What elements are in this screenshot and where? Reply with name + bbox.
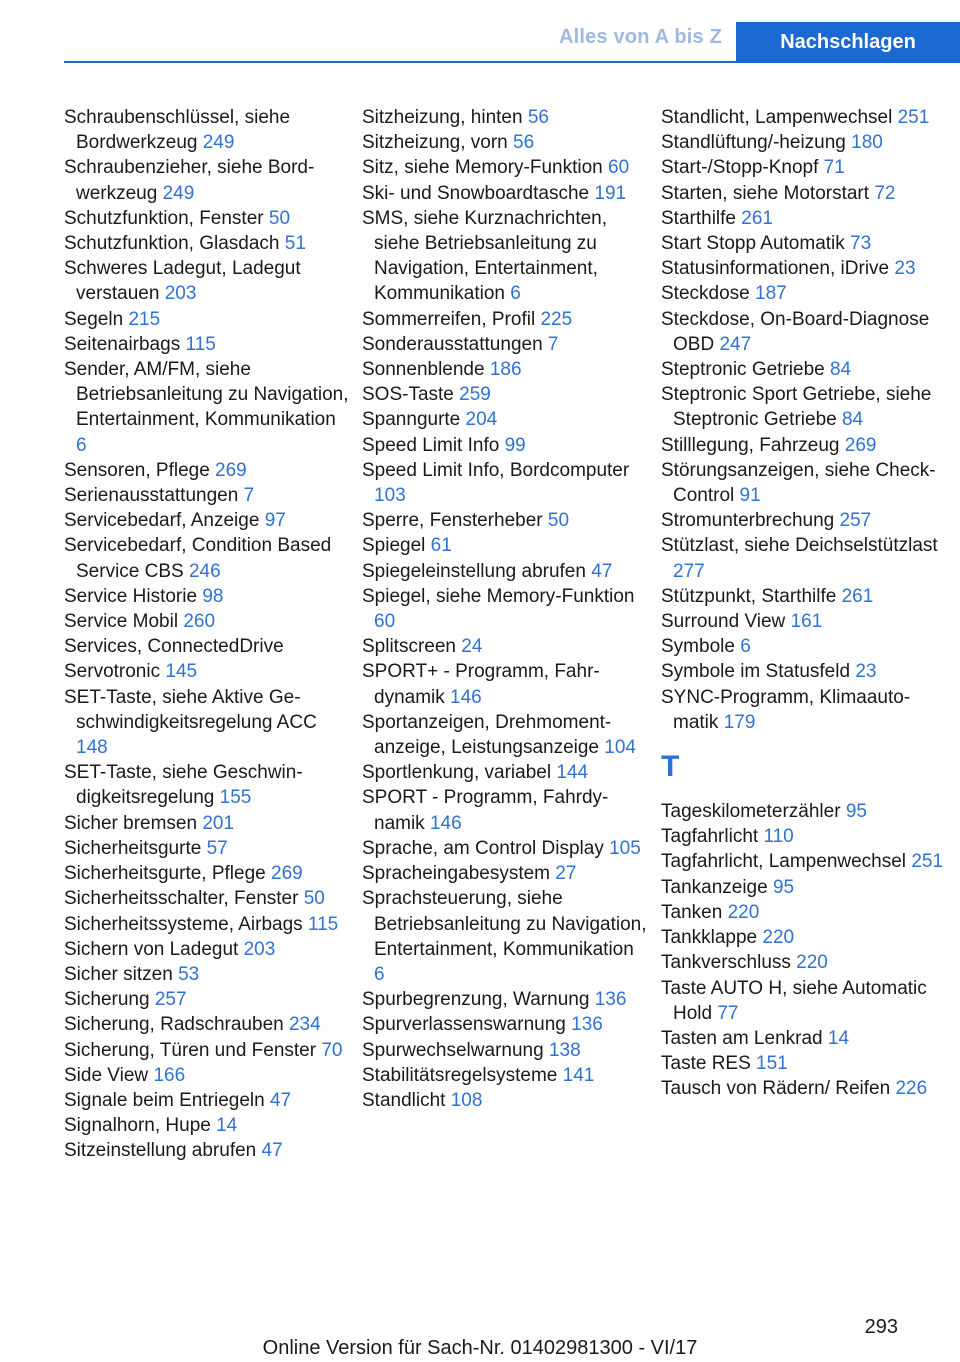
entry-term: Sonnenblende <box>362 359 485 381</box>
index-entry <box>64 155 349 205</box>
page-link[interactable]: 23 <box>855 661 877 683</box>
index-entry <box>64 533 349 583</box>
page-link[interactable]: 50 <box>268 207 291 229</box>
entry-term: Schutzfunktion, Fenster <box>64 207 264 229</box>
index-entry <box>64 962 349 987</box>
index-entry <box>64 886 349 911</box>
page-link[interactable]: 60 <box>608 157 630 179</box>
index-entry <box>362 861 647 886</box>
index-entry <box>64 584 349 609</box>
page-link[interactable]: 277 <box>673 560 705 582</box>
entry-term: Steptronic Sport Getriebe, siehe Steptronic Getriebe <box>661 384 932 431</box>
index-entry <box>661 357 946 382</box>
entry-term: Side View <box>64 1064 149 1086</box>
page-link[interactable]: 56 <box>513 132 535 154</box>
index-entry <box>661 1076 946 1101</box>
page-link[interactable]: 261 <box>841 585 874 607</box>
entry-term: Tagfahrlicht, Lampenwechsel <box>661 851 907 873</box>
page-link[interactable]: 110 <box>763 826 794 848</box>
page-link[interactable]: 146 <box>429 812 462 834</box>
index-entry <box>362 332 647 357</box>
index-entry <box>362 886 647 987</box>
entry-term: Steckdose, On-Board-Diagnose OBD <box>661 308 930 355</box>
index-entry <box>64 206 349 231</box>
index-entry <box>661 206 946 231</box>
index-entry <box>362 760 647 785</box>
entry-term: Spurverlassenswarnung <box>362 1014 566 1036</box>
index-entry <box>362 1038 647 1063</box>
index-entry <box>661 875 946 900</box>
entry-term: Spiegel <box>362 535 426 557</box>
page-link[interactable]: 180 <box>851 132 883 154</box>
entry-term: Stabilitätsregelsysteme <box>362 1064 558 1086</box>
entry-term: Stützlast, siehe Deichselstützlast <box>661 535 938 557</box>
index-entry <box>661 155 946 180</box>
page-link[interactable]: 60 <box>374 611 396 633</box>
index-entry <box>661 105 946 130</box>
page-link[interactable]: 138 <box>548 1039 581 1061</box>
entry-term: Tasten am Lenkrad <box>661 1027 823 1049</box>
entry-term: SMS, siehe Kurznachrichten, siehe Betriebsanleitung zu Navigation, Entertainment, Kommunikation <box>362 207 608 305</box>
page-link[interactable]: 141 <box>562 1064 595 1086</box>
page-link[interactable]: 51 <box>284 233 306 255</box>
index-entry <box>64 760 349 810</box>
entry-term: Tankanzeige <box>661 876 768 898</box>
index-entry <box>661 1051 946 1076</box>
entry-term: SET-Taste, siehe Aktive Geschwindigkeitsregelung ACC <box>64 686 317 733</box>
entry-term: SPORT+ - Programm, Fahrdynamik <box>362 661 600 708</box>
index-entry <box>64 912 349 937</box>
page-link[interactable]: 70 <box>321 1039 343 1061</box>
index-column-2 <box>362 105 647 1113</box>
index-entry <box>362 155 647 180</box>
page-link[interactable]: 257 <box>839 510 872 532</box>
entry-term: Serienausstattungen <box>64 485 239 507</box>
page-link[interactable]: 220 <box>762 927 795 949</box>
entry-term: Taste AUTO H, siehe Automatic Hold <box>661 977 927 1024</box>
page-link[interactable]: 249 <box>202 132 235 154</box>
page-link[interactable]: 257 <box>154 989 187 1011</box>
index-entry <box>661 799 946 824</box>
page-link[interactable]: 204 <box>465 409 498 431</box>
page-link[interactable]: 23 <box>894 258 916 280</box>
index-entry <box>362 357 647 382</box>
page-link[interactable]: 97 <box>264 510 286 532</box>
page-link[interactable]: 151 <box>756 1053 788 1075</box>
entry-term: Seitenairbags <box>64 333 181 355</box>
entry-term: Splitscreen <box>362 636 456 658</box>
index-entry <box>661 950 946 975</box>
index-entry <box>362 836 647 861</box>
page-link[interactable]: 187 <box>755 283 787 305</box>
index-entry <box>661 634 946 659</box>
entry-term: Tankklappe <box>661 927 758 949</box>
page-link[interactable]: 234 <box>288 1014 321 1036</box>
page-link[interactable]: 6 <box>76 434 87 456</box>
page-link[interactable]: 186 <box>489 359 522 381</box>
page-link[interactable]: 144 <box>556 762 589 784</box>
entry-term: Standlüftung/-heizung <box>661 132 846 154</box>
page-link[interactable]: 148 <box>76 737 108 759</box>
entry-term: Symbole im Statusfeld <box>661 661 851 683</box>
entry-term: Service Mobil <box>64 611 179 633</box>
page-link[interactable]: 24 <box>461 636 483 658</box>
index-entry <box>362 710 647 760</box>
entry-term: Sprache, am Control Display <box>362 837 604 859</box>
page-link[interactable]: 191 <box>594 182 627 204</box>
entry-term: Sicherung, Radschrauben <box>64 1014 284 1036</box>
entry-term: SYNC-Programm, Klimaautomatik <box>661 686 911 733</box>
page-link[interactable]: 115 <box>307 913 339 935</box>
index-entry <box>661 458 946 508</box>
page-link[interactable]: 98 <box>202 585 224 607</box>
index-entry <box>661 1026 946 1051</box>
page-link[interactable]: 179 <box>723 711 756 733</box>
section-title: Alles von A bis Z <box>558 26 722 48</box>
entry-term: Sportanzeigen, Drehmomentanzeige, Leistungsanzeige <box>362 711 612 759</box>
page-link[interactable]: 215 <box>128 308 161 330</box>
page-link[interactable]: 72 <box>874 182 896 204</box>
entry-term: Sicherheitssysteme, Airbags <box>64 913 303 935</box>
entry-term: Sitzheizung, hinten <box>362 107 523 128</box>
page-link[interactable]: 53 <box>178 963 200 985</box>
index-entry <box>362 382 647 407</box>
index-entry <box>362 105 647 130</box>
page-link[interactable]: 145 <box>165 661 198 683</box>
footer-text: Online Version für Sach-Nr. 01402981300 - VI/17 <box>262 1337 698 1359</box>
page-link[interactable]: 246 <box>188 560 221 582</box>
entry-term: Steckdose <box>661 283 750 305</box>
page-link[interactable]: 7 <box>547 333 559 355</box>
index-entry <box>64 1088 349 1113</box>
index-entry <box>661 584 946 609</box>
entry-term: Speed Limit Info, Bordcomputer <box>362 459 630 481</box>
entry-term: Tankverschluss <box>661 952 791 974</box>
page-link[interactable]: 146 <box>450 686 482 708</box>
entry-term: Sperre, Fensterheber <box>362 510 543 532</box>
page-link[interactable]: 269 <box>271 863 303 885</box>
page-link[interactable]: 136 <box>571 1014 603 1036</box>
page-link[interactable]: 166 <box>153 1064 186 1086</box>
entry-term: Steptronic Getriebe <box>661 359 825 381</box>
section-letter: T <box>661 750 680 784</box>
index-entry <box>362 1063 647 1088</box>
index-entry <box>661 130 946 155</box>
entry-term: Sender, AM/FM, siehe Betriebsanleitung zu Navigation, Entertainment, Kommunikation <box>64 359 349 431</box>
entry-term: Sitzeinstellung abrufen <box>64 1140 257 1162</box>
page-link[interactable]: 6 <box>374 963 385 985</box>
page-link[interactable]: 14 <box>216 1115 238 1137</box>
s-entries <box>661 105 946 735</box>
entry-term: Schraubenschlüssel, siehe Bordwerkzeug <box>64 107 291 154</box>
page-link[interactable]: 108 <box>450 1089 483 1111</box>
index-entry <box>64 256 349 306</box>
entry-term: Tagfahrlicht <box>661 826 759 848</box>
page-link[interactable]: 201 <box>202 812 235 834</box>
entry-term: Sportlenkung, variabel <box>362 762 552 784</box>
index-entry <box>661 382 946 432</box>
page-link[interactable]: 203 <box>243 938 276 960</box>
index-entry <box>64 1063 349 1088</box>
page-link[interactable]: 14 <box>827 1027 850 1049</box>
entry-term: Sicherheitsgurte, Pflege <box>64 863 266 885</box>
entry-term: Start Stopp Automatik <box>661 233 845 255</box>
page-link[interactable]: 203 <box>164 283 197 305</box>
entry-term: Surround View <box>661 611 786 633</box>
page-link[interactable]: 155 <box>219 787 252 809</box>
t-entries <box>661 799 946 1101</box>
index-entry <box>362 659 647 709</box>
index-entry <box>64 1012 349 1037</box>
entry-term: Sonderausstattungen <box>362 333 543 355</box>
index-entry <box>661 508 946 533</box>
entry-term: Sitzheizung, vorn <box>362 132 508 154</box>
index-entry <box>661 281 946 306</box>
page-link[interactable]: 103 <box>374 485 406 507</box>
entry-term: Sicherheitsschalter, Fenster <box>64 888 299 910</box>
entry-term: Stromunterbrechung <box>661 510 835 532</box>
index-entry <box>362 1012 647 1037</box>
page-link[interactable]: 84 <box>841 409 864 431</box>
index-entry <box>661 900 946 925</box>
entry-term: Sicherung <box>64 989 150 1011</box>
index-entry <box>362 584 647 634</box>
index-entry <box>661 925 946 950</box>
index-entry <box>362 785 647 835</box>
index-entry <box>661 609 946 634</box>
page-link[interactable]: 47 <box>591 560 613 582</box>
index-entry <box>362 533 647 558</box>
entry-term: Schraubenzieher, siehe Bordwerkzeug <box>64 157 315 204</box>
page-link[interactable]: 104 <box>604 737 636 759</box>
entry-term: Starten, siehe Motorstart <box>661 182 870 204</box>
entry-term: Starthilfe <box>661 207 736 229</box>
page-link[interactable]: 247 <box>719 333 752 355</box>
index-entry <box>64 1113 349 1138</box>
index-entry <box>64 357 349 458</box>
entry-term: Spanngurte <box>362 409 461 431</box>
index-entry <box>362 458 647 508</box>
index-entry <box>362 433 647 458</box>
index-entry <box>362 559 647 584</box>
page-link[interactable]: 115 <box>185 333 216 355</box>
entry-term: Signale beim Entriegeln <box>64 1089 265 1111</box>
entry-term: Tanken <box>661 901 723 923</box>
page-link[interactable]: 226 <box>895 1078 928 1100</box>
page-link[interactable]: 260 <box>183 611 216 633</box>
index-entry <box>362 307 647 332</box>
entry-term: Schutzfunktion, Glasdach <box>64 233 280 255</box>
entry-term: Sichern von Ladegut <box>64 938 239 960</box>
entry-term: Schweres Ladegut, Ladegut verstauen <box>64 258 301 305</box>
page-link[interactable]: 269 <box>215 459 247 481</box>
index-entry <box>661 849 946 874</box>
entry-term: SET-Taste, siehe Geschwindigkeitsregelung <box>64 762 303 809</box>
index-entry <box>661 824 946 849</box>
page-link[interactable]: 7 <box>243 485 255 507</box>
index-entry <box>64 332 349 357</box>
entry-term: Sicher bremsen <box>64 812 198 834</box>
page-link[interactable]: 269 <box>844 434 877 456</box>
entry-term: Servicebedarf, Anzeige <box>64 510 260 532</box>
entry-term: Spurwechselwarnung <box>362 1039 544 1061</box>
entry-term: Statusinformationen, iDrive <box>661 258 890 280</box>
page-link[interactable]: 105 <box>609 837 641 859</box>
page-link[interactable]: 259 <box>459 384 491 406</box>
index-entry <box>661 433 946 458</box>
page-link[interactable]: 47 <box>269 1089 292 1111</box>
page-link[interactable]: 220 <box>796 952 828 974</box>
page-link[interactable]: 95 <box>845 801 867 823</box>
entry-term: Segeln <box>64 308 124 330</box>
page-link[interactable]: 136 <box>594 989 627 1011</box>
index-entry <box>64 811 349 836</box>
index-entry <box>64 634 349 659</box>
index-entry <box>64 483 349 508</box>
entry-term: Ski- und Snowboardtasche <box>362 182 590 204</box>
page-link[interactable]: 57 <box>206 837 228 859</box>
index-entry <box>362 130 647 155</box>
page-link[interactable]: 91 <box>739 485 761 507</box>
index-entry <box>64 987 349 1012</box>
index-entry <box>64 937 349 962</box>
entry-term: Stützpunkt, Starthilfe <box>661 585 837 607</box>
page-link[interactable]: 56 <box>527 107 549 128</box>
entry-term: Sitz, siehe Memory-Funktion <box>362 157 603 179</box>
page-link[interactable]: 50 <box>547 510 570 532</box>
entry-term: Spiegeleinstellung abrufen <box>362 560 586 582</box>
index-entry <box>661 685 946 735</box>
index-entry <box>661 976 946 1026</box>
entry-term: Symbole <box>661 636 735 658</box>
index-entry <box>64 1038 349 1063</box>
index-entry <box>64 609 349 634</box>
page-link[interactable]: 251 <box>911 851 944 873</box>
page-link[interactable]: 47 <box>261 1140 283 1162</box>
entry-term: Start-/Stopp-Knopf <box>661 157 819 179</box>
entry-term: Servicebedarf, Condition Based Service CBS <box>64 535 332 582</box>
entry-term: Spiegel, siehe Memory-Funktion <box>362 585 635 607</box>
entry-term: Sprachsteuerung, siehe Betriebsanleitung zu Navigation, Entertainment, Kommunikation <box>362 888 647 960</box>
page-link[interactable]: 220 <box>727 901 760 923</box>
index-entry <box>362 407 647 432</box>
entry-term: Standlicht, Lampenwechsel <box>661 107 893 128</box>
index-entry <box>64 861 349 886</box>
page-link[interactable]: 251 <box>897 107 930 128</box>
entry-term: Sicherung, Türen und Fenster <box>64 1039 317 1061</box>
page-link[interactable]: 249 <box>162 182 195 204</box>
page-link[interactable]: 95 <box>772 876 795 898</box>
entry-term: Taste RES <box>661 1053 751 1075</box>
index-column-1 <box>64 105 349 1164</box>
entry-term: Sommerreifen, Profil <box>362 308 536 330</box>
page-link[interactable]: 27 <box>555 863 577 885</box>
index-entry <box>64 105 349 155</box>
page-link[interactable]: 61 <box>430 535 452 557</box>
index-entry <box>661 533 946 583</box>
entry-term: Spurbegrenzung, Warnung <box>362 989 590 1011</box>
entry-term: Sensoren, Pflege <box>64 459 210 481</box>
index-entry <box>64 508 349 533</box>
entry-term: Signalhorn, Hupe <box>64 1115 211 1137</box>
index-entry <box>362 508 647 533</box>
index-column-3 <box>661 105 946 1102</box>
index-entry <box>362 634 647 659</box>
entry-term: Spracheingabesystem <box>362 863 550 885</box>
entry-term: Tageskilometerzähler <box>661 801 841 823</box>
entry-term: Standlicht <box>362 1089 446 1111</box>
entry-term: Stilllegung, Fahrzeug <box>661 434 840 456</box>
chapter-tab: Nachschlagen <box>736 22 960 63</box>
index-entry <box>661 659 946 684</box>
index-entry <box>64 307 349 332</box>
page-link[interactable]: 261 <box>741 207 773 229</box>
index-entry <box>661 307 946 357</box>
page-link[interactable]: 73 <box>850 233 872 255</box>
page-link[interactable]: 77 <box>717 1002 739 1024</box>
index-entry <box>64 458 349 483</box>
index-entry <box>362 987 647 1012</box>
index-entry <box>64 836 349 861</box>
entry-term: Service Historie <box>64 585 198 607</box>
entry-term: Speed Limit Info <box>362 434 500 456</box>
page-link[interactable]: 225 <box>540 308 573 330</box>
entry-term: Servotronic <box>64 661 161 683</box>
index-entry <box>362 181 647 206</box>
page-link[interactable]: 6 <box>510 283 521 305</box>
index-entry <box>661 181 946 206</box>
page-link[interactable]: 99 <box>504 434 526 456</box>
index-entry <box>64 685 349 761</box>
page-link[interactable]: 84 <box>829 359 852 381</box>
page-link[interactable]: 71 <box>823 157 845 179</box>
index-entry <box>64 1138 349 1163</box>
index-entry <box>661 256 946 281</box>
entry-term: Sicherheitsgurte <box>64 837 202 859</box>
index-entry <box>64 231 349 256</box>
entry-term: SOS-Taste <box>362 384 454 406</box>
entry-term: Sicher sitzen <box>64 963 173 985</box>
index-entry <box>661 231 946 256</box>
entry-term: SPORT - Programm, Fahrdynamik <box>362 787 609 834</box>
entry-term: Services, ConnectedDrive <box>64 636 284 658</box>
index-entry <box>64 659 349 684</box>
index-entry <box>362 206 647 307</box>
entry-term: Störungsanzeigen, siehe Check-Control <box>661 459 936 507</box>
page-link[interactable]: 50 <box>303 888 325 910</box>
index-entry <box>362 1088 647 1113</box>
page-link[interactable]: 6 <box>740 636 751 658</box>
page-link[interactable]: 161 <box>790 611 823 633</box>
page-number: 293 <box>864 1316 898 1338</box>
entry-term: Tausch von Rädern/ Reifen <box>661 1078 891 1100</box>
